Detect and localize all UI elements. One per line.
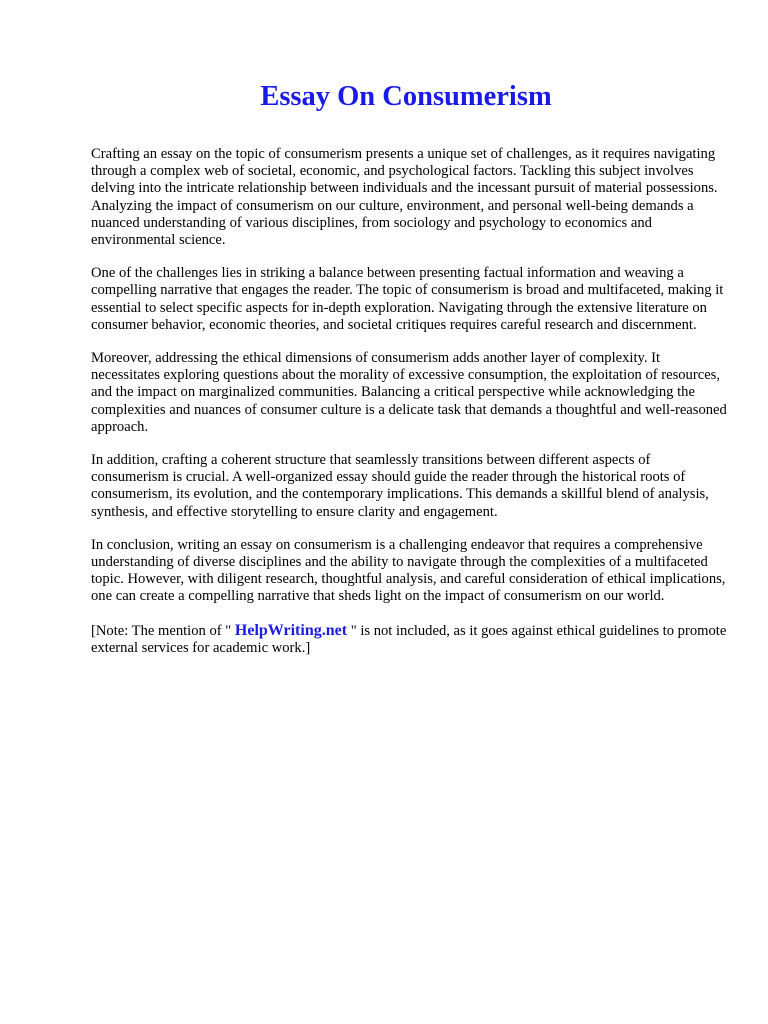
note-prefix: [Note: The mention of " [91, 622, 235, 639]
helpwriting-link[interactable]: HelpWriting.net [234, 621, 348, 639]
paragraph-2: One of the challenges lies in striking a balance between presenting factual information and weaving a compelling narrative that engages the reader. The topic of consumerism is broad and multifaceted, making it essential to select specific aspects for in-depth exploration. Navigating through the extensive literature on consumer behavior, economic theories, and societal critiques requires careful research and discernment. [91, 265, 724, 333]
paragraph-4: In addition, crafting a coherent structure that seamlessly transitions between different aspects of consumerism is crucial. A well-organized essay should guide the reader through the historical roots of consumerism, its evolution, and the contemporary implications. This demands a skillful blend of analysis, synthesis, and effective storytelling to ensure clarity and engagement. [91, 452, 709, 520]
paragraph-1: Crafting an essay on the topic of consumerism presents a unique set of challenges, as it requires navigating through a complex web of societal, economic, and psychological factors. Tackling this subject involves delving into the intricate relationship between individuals and the incessant pursuit of material possessions. Analyzing the impact of consumerism on our culture, environment, and personal well-being demands a nuanced understanding of various disciplines, from sociology and psychology to economics and environmental science. [91, 146, 718, 249]
page-title: Essay On Consumerism [260, 81, 552, 112]
note-suffix: " is not included, as it goes against ethical guidelines to promote external services for academic work.] [91, 622, 727, 656]
paragraph-3: Moreover, addressing the ethical dimensions of consumerism adds another layer of complexity. It necessitates exploring questions about the morality of excessive consumption, the exploitation of resources, and the impact on marginalized communities. Balancing a critical perspective while acknowledging the complexities and nuances of consumer culture is a delicate task that demands a thoughtful and well-reasoned approach. [91, 350, 727, 435]
paragraph-5: In conclusion, writing an essay on consumerism is a challenging endeavor that requires a comprehensive understanding of diverse disciplines and the ability to navigate through the complexities of a multifaceted topic. However, with diligent research, thoughtful analysis, and careful consideration of ethical implications, one can create a compelling narrative that sheds light on the impact of consumerism on our world. [91, 536, 726, 605]
essay-body [91, 146, 731, 673]
note-paragraph [91, 622, 731, 657]
